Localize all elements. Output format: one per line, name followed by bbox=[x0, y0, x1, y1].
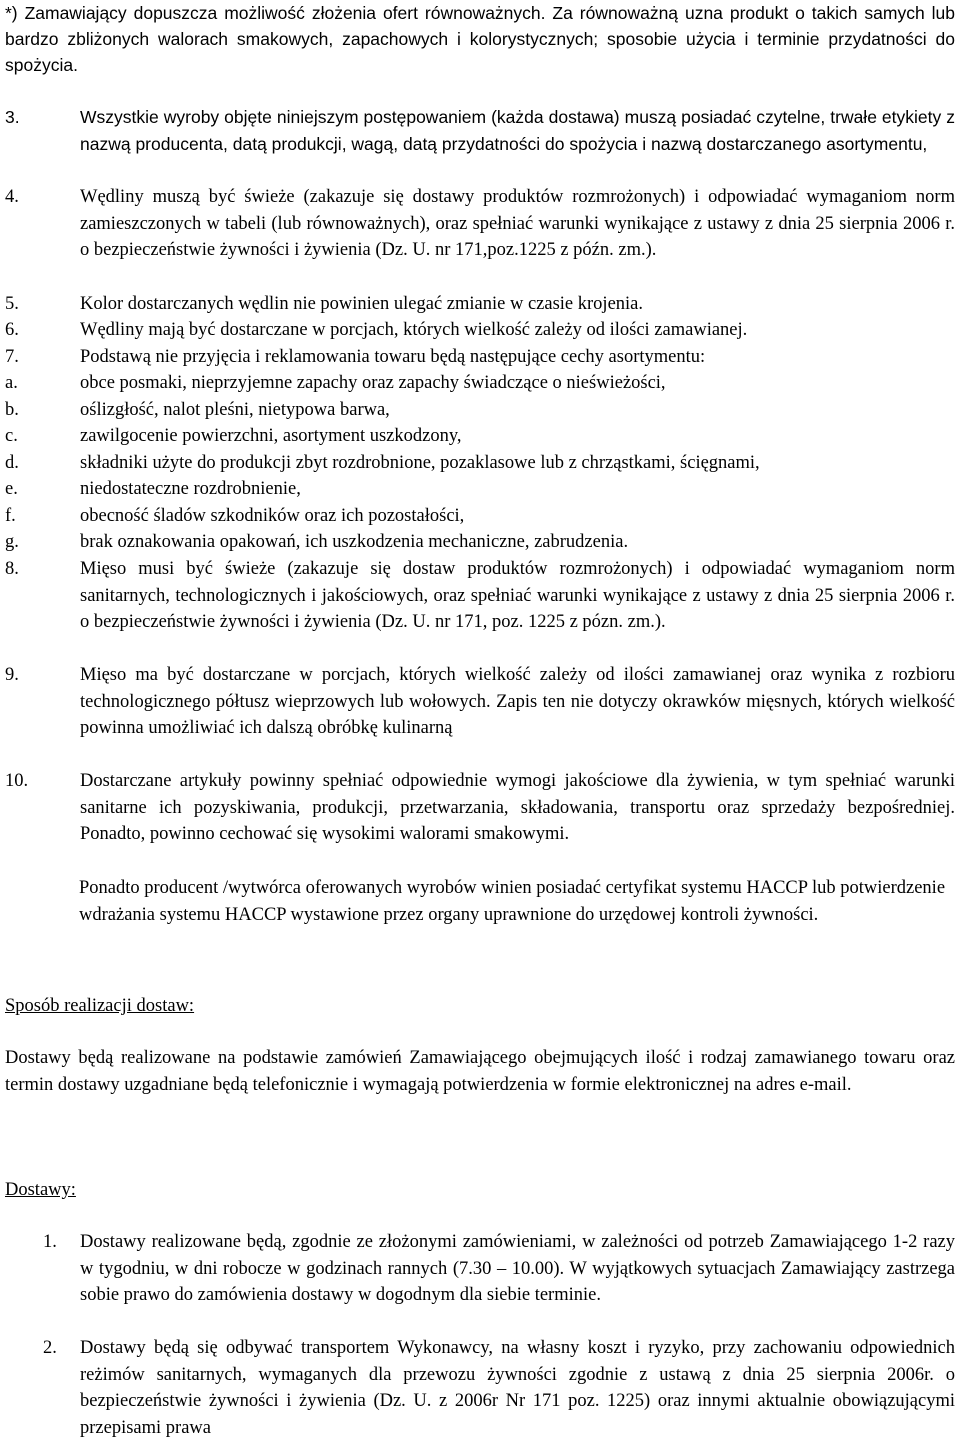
list-item-text: Dostawy będą się odbywać transportem Wykonawcy, na własny koszt i ryzyko, przy zachowaniu odpowiednich reżimów sanitarnych, wymaganych dla przewozu żywności zgodnie z ustawą z dnia 25 sierpnia 2006r. o bezpieczeństwie żywności i żywienia (Dz. U. z 2006r Nr 171 poz. 1225) oraz innymi aktualnie obowiązującymi przepisami prawa bbox=[80, 1338, 955, 1438]
list-item-text: Wędliny mają być dostarczane w porcjach, których wielkość zależy od ilości zamawianej. bbox=[80, 320, 748, 340]
list-item-text: Wszystkie wyroby objęte niniejszym postępowaniem (każda dostawa) muszą posiadać czytelne, trwałe etykiety z nazwą producenta, datą produkcji, wagą, datą przydatności do spożycia i nazwą dostarczanego asortymentu, bbox=[80, 107, 955, 154]
list-item-number: 9. bbox=[5, 665, 19, 685]
list-item-number: e. bbox=[5, 479, 18, 499]
list-item-text: Kolor dostarczanych wędlin nie powinien ulegać zmianie w czasie krojenia. bbox=[80, 294, 644, 314]
list-item-text: Dostarczane artykuły powinny spełniać odpowiednie wymogi jakościowe dla żywienia, w tym spełniać warunki sanitarne ich pozyskiwania, produkcji, przetwarzania, składowania, transportu oraz sprzedaży bezpośredniej. Ponadto, powinno cechować się wysokimi walorami smakowymi. bbox=[80, 771, 955, 844]
list-item-number: 3. bbox=[5, 107, 20, 127]
list-item bbox=[5, 1335, 955, 1441]
list-item-text: Podstawą nie przyjęcia i reklamowania towaru będą następujące cechy asortymentu: bbox=[80, 347, 706, 367]
list-item bbox=[5, 1229, 955, 1335]
list-item-number: d. bbox=[5, 453, 19, 473]
list-item bbox=[5, 104, 955, 184]
list-item-number: 4. bbox=[5, 187, 19, 207]
list-item-number: g. bbox=[5, 532, 19, 552]
list-item-number: f. bbox=[5, 506, 16, 526]
list-item-text: Mięso musi być świeże (zakazuje się dostaw produktów rozmrożonych) i odpowiadać wymaganiom norm sanitarnych, technologicznych i jakościowych, oraz spełniać warunki wynikające z ustawy z dnia 25 sierpnia 2006 r. o bezpieczeństwie żywności i żywienia (Dz. U. nr 171, poz. 1225 z pózn. zm.). bbox=[80, 559, 955, 632]
list-item-number: 7. bbox=[5, 347, 19, 367]
list-item bbox=[5, 184, 955, 291]
list-item-number: a. bbox=[5, 373, 18, 393]
section-heading-deliveries: Dostawy: bbox=[5, 1180, 76, 1200]
list-item-text: brak oznakowania opakowań, ich uszkodzenia mechaniczne, zabrudzenia. bbox=[80, 532, 629, 552]
list-item-text: Dostawy realizowane będą, zgodnie ze złożonymi zamówieniami, w zależności od potrzeb Zamawiającego 1-2 razy w tygodniu, w dni robocze w godzinach rannych (7.30 – 10.00). W wyjątkowych sytuacjach Zamawiający zastrzega sobie prawo do zamówienia dostawy w dogodnym dla siebie terminie. bbox=[80, 1232, 955, 1305]
list-item-number: 2. bbox=[43, 1338, 57, 1358]
intro-paragraph: *) Zamawiający dopuszcza możliwość złożenia ofert równoważnych. Za równoważną uzna produkt o takich samych lub bardzo zbliżonych walorach smakowych, zapachowych i kolorystycznych; sposobie użycia i terminie przydatności do spożycia. bbox=[5, 3, 955, 75]
list-item-number: 5. bbox=[5, 294, 19, 314]
list-item-text: obecność śladów szkodników oraz ich pozostałości, bbox=[80, 506, 465, 526]
list-item-number: 1. bbox=[43, 1232, 57, 1252]
list-item-number: 8. bbox=[5, 559, 19, 579]
delivery-method-paragraph: Dostawy będą realizowane na podstawie zamówień Zamawiającego obejmujących ilość i rodzaj zamawianego towaru oraz termin dostawy uzgadniane będą telefonicznie i wymagają potwierdzenia w formie elektronicznej na adres e-mail. bbox=[5, 1048, 955, 1095]
list-item bbox=[5, 768, 955, 875]
list-item bbox=[5, 662, 955, 769]
list-item-number: c. bbox=[5, 426, 18, 446]
list-item-number: 10. bbox=[5, 771, 29, 791]
list-item-text: zawilgocenie powierzchni, asortyment uszkodzony, bbox=[80, 426, 462, 446]
list-item-text: oślizgłość, nalot pleśni, nietypowa barwa, bbox=[80, 400, 390, 420]
haccp-paragraph: Ponadto producent /wytwórca oferowanych wyrobów winien posiadać certyfikat systemu HACCP lub potwierdzenie wdrażania systemu HACCP wystawione przez organy uprawnione do urzędowej kontroli żywności. bbox=[79, 878, 946, 925]
list-item-text: Mięso ma być dostarczane w porcjach, których wielkość zależy od ilości zamawianej oraz wynika z rozbioru technologicznego półtusz wieprzowych lub wołowych. Zapis ten nie dotyczy okrawków mięsnych, których wielkość powinna umożliwiać ich dalszą obróbkę kulinarną bbox=[80, 665, 955, 738]
list-item bbox=[5, 556, 955, 663]
list-item-text: składniki użyte do produkcji zbyt rozdrobnione, pozaklasowe lub z chrząstkami, ścięgnami, bbox=[80, 453, 760, 473]
list-item-text: Wędliny muszą być świeże (zakazuje się dostawy produktów rozmrożonych) i odpowiadać wymaganiom norm zamieszczonych w tabeli (lub równoważnych), oraz spełniać warunki wynikające z ustawy z dnia 25 sierpnia 2006 r. o bezpieczeństwie żywności i żywienia (Dz. U. nr 171,poz.1225 z późn. zm.). bbox=[80, 187, 955, 260]
list-item-text: niedostateczne rozdrobnienie, bbox=[80, 479, 301, 499]
list-item-text: obce posmaki, nieprzyjemne zapachy oraz zapachy świadczące o nieświeżości, bbox=[80, 373, 666, 393]
section-heading-delivery-method: Sposób realizacji dostaw: bbox=[5, 996, 195, 1016]
list-item-number: b. bbox=[5, 400, 19, 420]
list-item-number: 6. bbox=[5, 320, 19, 340]
